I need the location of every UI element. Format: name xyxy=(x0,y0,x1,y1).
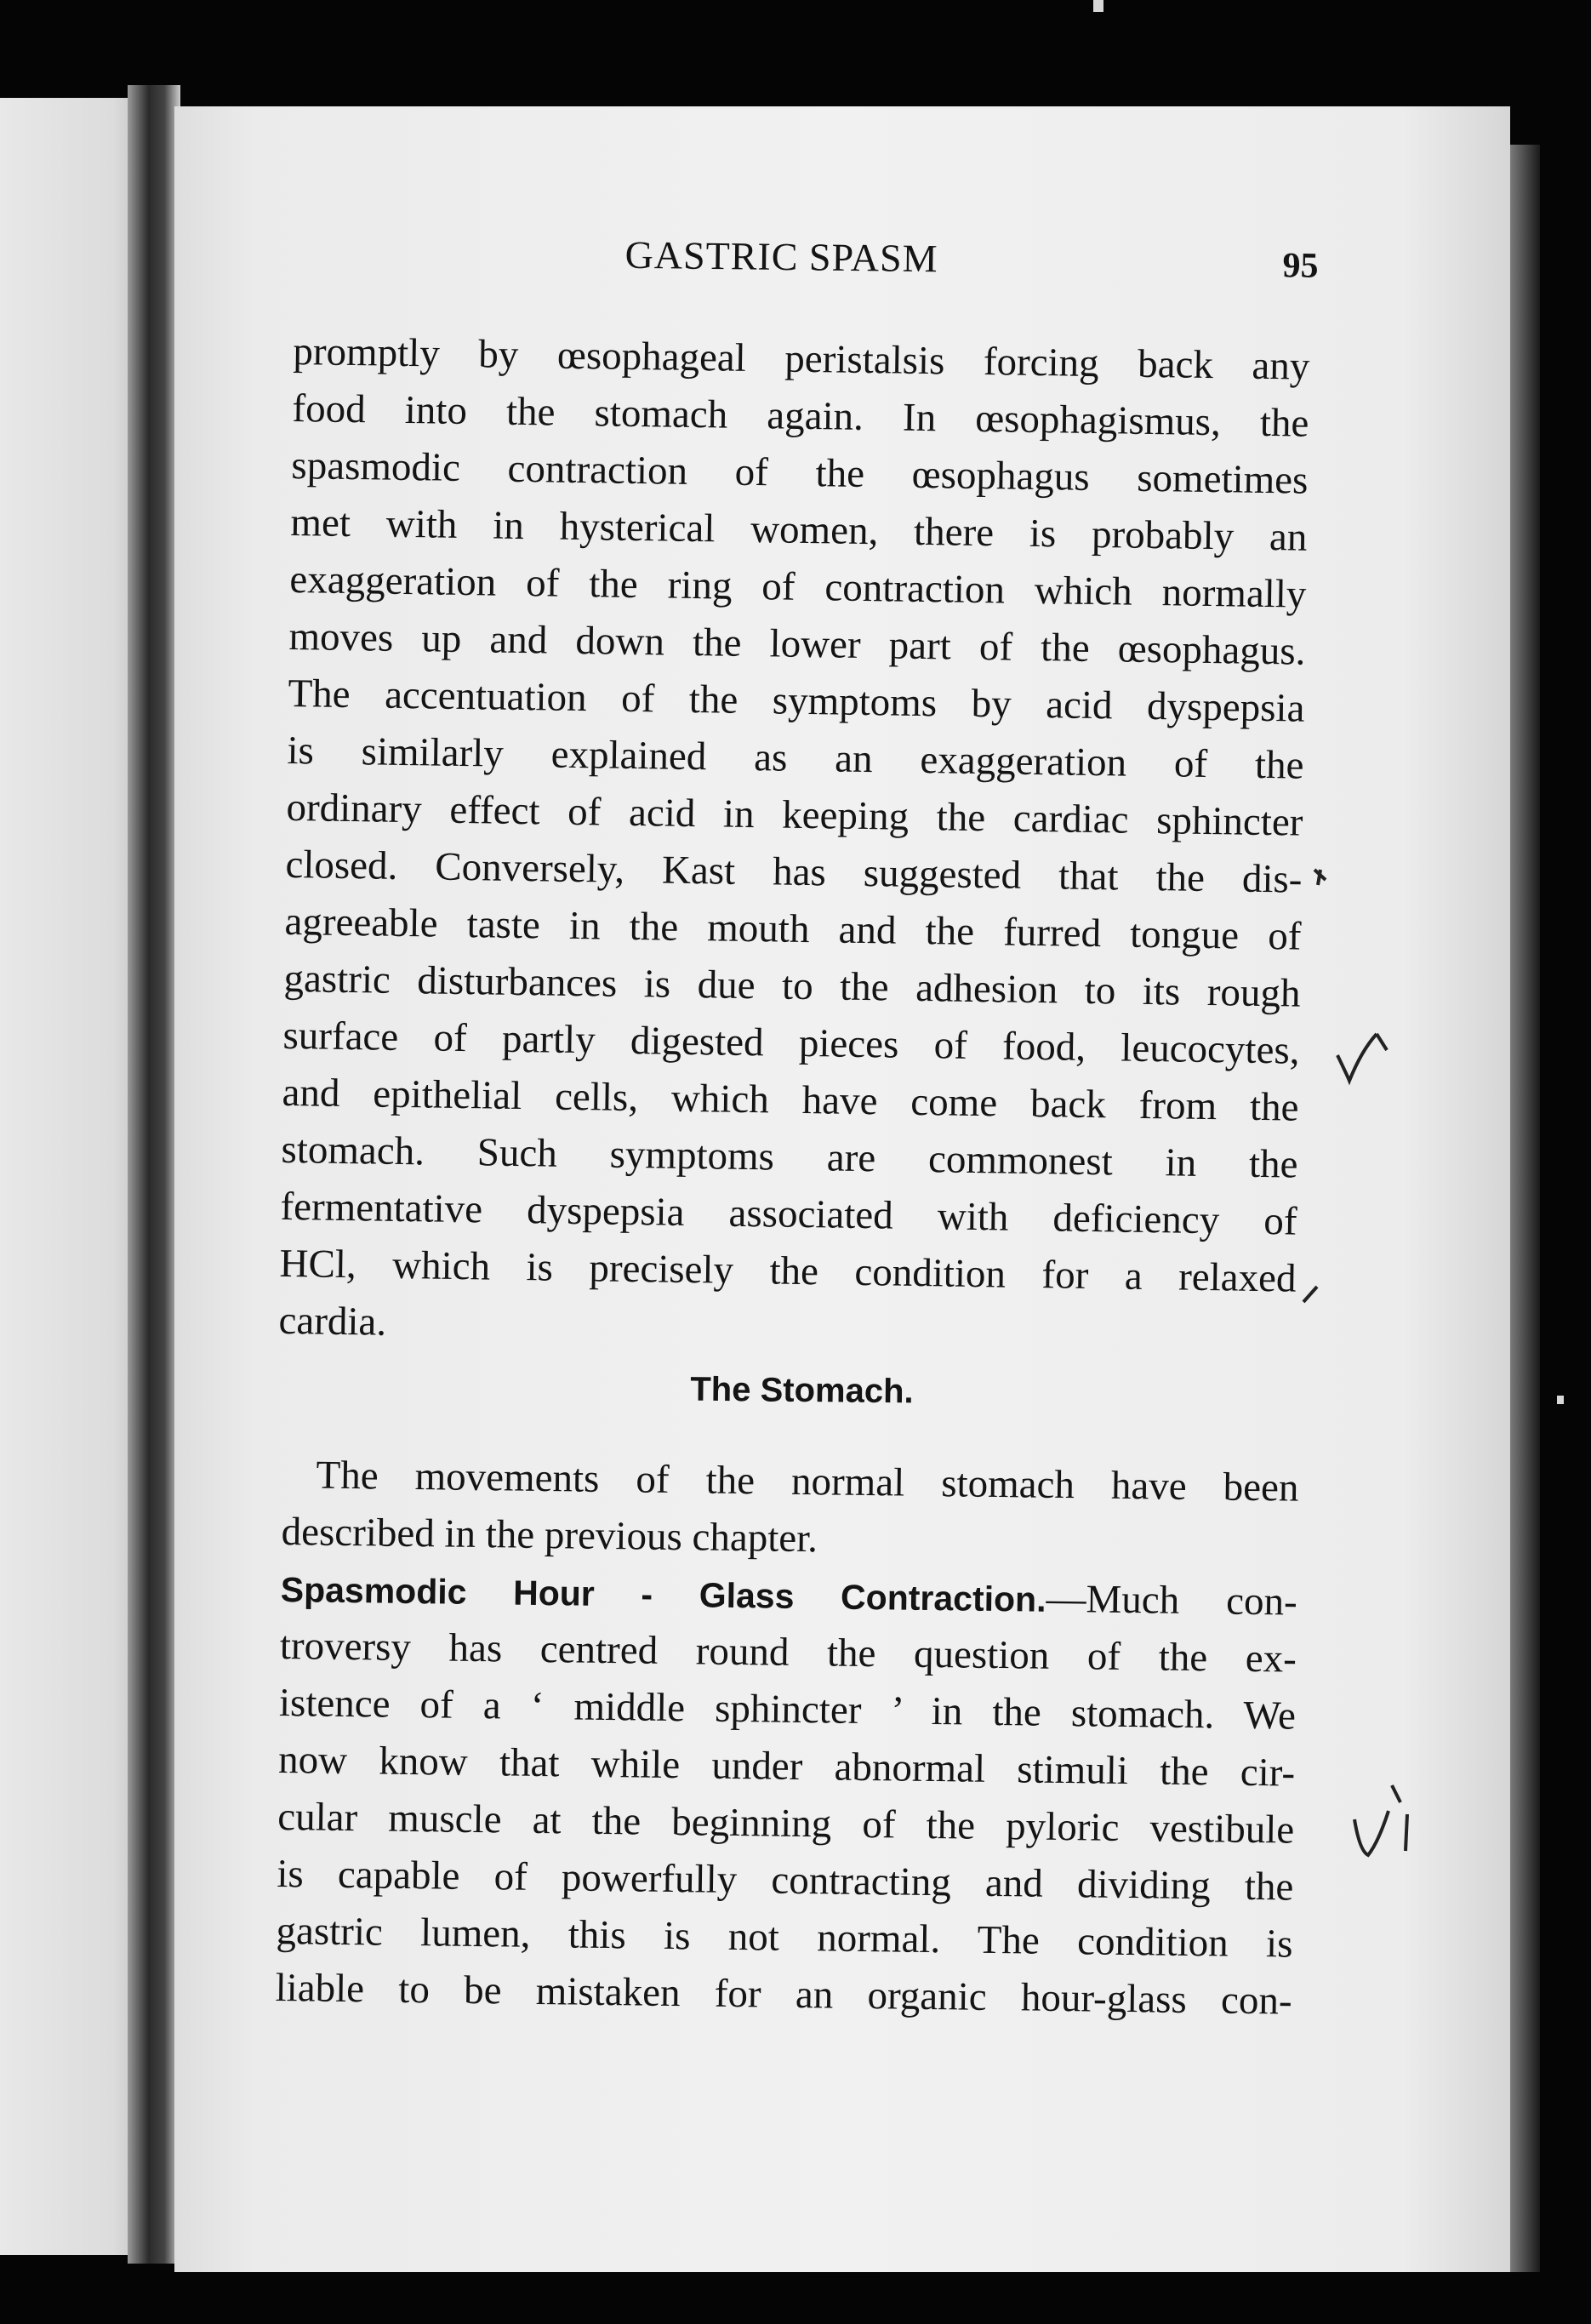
scan-speck xyxy=(1093,0,1103,12)
text-line: fermentative dyspepsia associated with deficiency of xyxy=(280,1184,1297,1244)
text-line: cardia. xyxy=(278,1298,387,1345)
text-line: is capable of powerfully contracting and dividing the xyxy=(277,1851,1294,1910)
text-line: gastric disturbances is due to the adhesion to its rough xyxy=(283,956,1301,1016)
text-line: ordinary effect of acid in keeping the cardiac sphincter xyxy=(286,785,1303,845)
scan-speck xyxy=(1557,1396,1564,1404)
text-line: troversy has centred round the question of the ex- xyxy=(279,1623,1297,1682)
text-line: closed. Conversely, Kast has suggested that the dis- xyxy=(285,842,1303,902)
text-line: liable to be mistaken for an organic hour-glass con- xyxy=(275,1965,1292,2024)
text-line: moves up and down the lower part of the œsophagus. xyxy=(288,614,1306,674)
text-line: HCl, which is precisely the condition for a relaxed xyxy=(279,1241,1297,1301)
page-number: 95 xyxy=(1282,246,1319,286)
text-line: described in the previous chapter. xyxy=(281,1509,818,1562)
text-line: gastric lumen, this is not normal. The condition is xyxy=(276,1908,1293,1967)
running-head xyxy=(293,228,1319,300)
text-line: and epithelial cells, which have come back from the xyxy=(282,1070,1299,1130)
text-line: cular muscle at the beginning of the pyloric vestibule xyxy=(277,1794,1295,1853)
text-line: now know that while under abnormal stimuli the cir- xyxy=(277,1737,1296,1796)
paragraph-continued xyxy=(278,323,1310,1365)
text-line: The accentuation of the symptoms by acid dyspepsia xyxy=(288,671,1305,731)
page-edge-shadow xyxy=(1510,145,1540,2272)
paragraph-section xyxy=(275,1447,1299,2030)
first-line-continuation: —Much con- xyxy=(1046,1576,1298,1625)
text-line: istence of a ‘ middle sphincter ’ in the stomach. We xyxy=(278,1680,1297,1739)
section-heading: The Stomach. xyxy=(690,1370,914,1411)
text-line: met with in hysterical women, there is probably an xyxy=(290,500,1308,560)
text-line: spasmodic contraction of the œsophagus sometimes xyxy=(291,443,1309,503)
running-title: GASTRIC SPASM xyxy=(624,232,938,281)
run-in-heading: Spasmodic Hour - Glass Contraction. xyxy=(280,1569,1046,1619)
text-line: food into the stomach again. In œsophagismus, the xyxy=(292,385,1309,446)
book-gutter xyxy=(128,85,180,2264)
text-line: The movements of the normal stomach have been xyxy=(316,1453,1299,1510)
text-line: surface of partly digested pieces of food, leucocytes, xyxy=(282,1013,1300,1073)
text-line: promptly by œsophageal peristalsis forcing back any xyxy=(293,328,1310,389)
text-line: stomach. Such symptoms are commonest in the xyxy=(281,1127,1298,1187)
text-line: is similarly explained as an exaggeration of the xyxy=(287,728,1304,788)
text-line: exaggeration of the ring of contraction which normally xyxy=(289,557,1307,617)
text-line: agreeable taste in the mouth and the furred tongue of xyxy=(284,899,1302,959)
